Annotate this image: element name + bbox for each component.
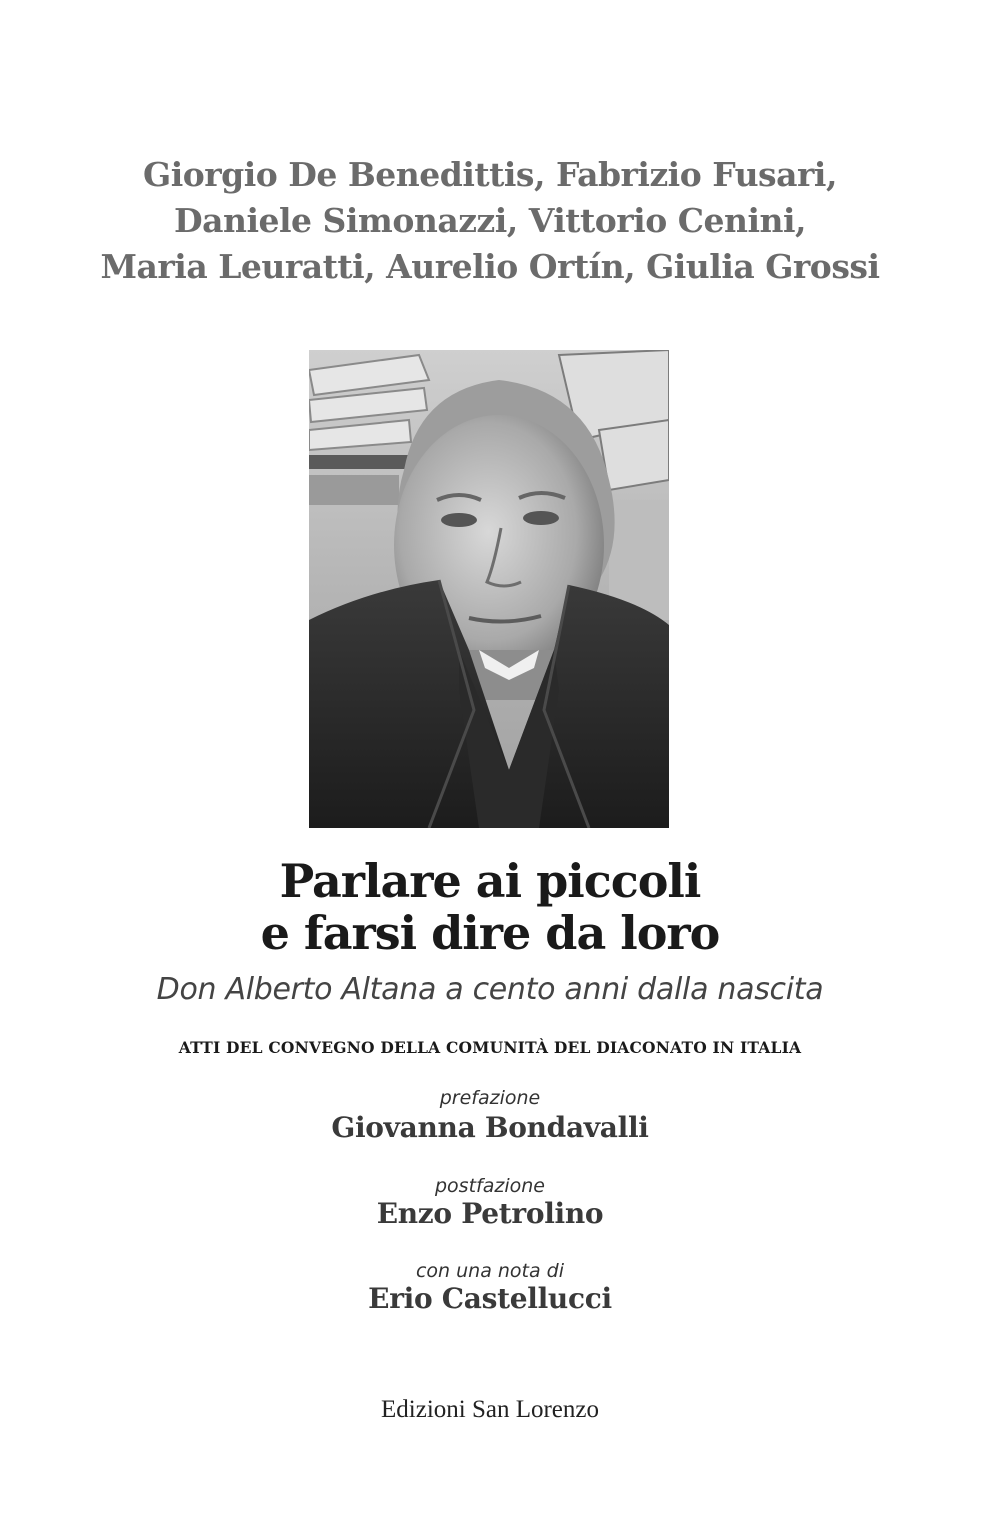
book-subtitle: Don Alberto Altana a cento anni dalla nascita xyxy=(156,972,824,1007)
proceedings-label: ATTI DEL CONVEGNO DELLA COMUNITÀ DEL DIACONATO IN ITALIA xyxy=(178,1038,802,1057)
title-line-2: e farsi dire da loro xyxy=(260,906,720,960)
preface-label: prefazione xyxy=(439,1087,541,1109)
title-line-1: Parlare ai piccoli xyxy=(279,854,701,908)
author-list xyxy=(0,152,980,290)
author-line-2: Daniele Simonazzi, Vittorio Cenini, xyxy=(174,201,806,240)
author-line-1: Giorgio De Benedittis, Fabrizio Fusari, xyxy=(143,155,837,194)
postface-label: postfazione xyxy=(435,1175,545,1197)
portrait-photo xyxy=(309,350,669,828)
postface-author: Enzo Petrolino xyxy=(376,1197,604,1230)
preface-author: Giovanna Bondavalli xyxy=(331,1111,649,1144)
note-author: Erio Castellucci xyxy=(368,1282,612,1315)
publisher-name: Edizioni San Lorenzo xyxy=(381,1396,599,1423)
book-title xyxy=(0,855,980,959)
note-label: con una nota di xyxy=(415,1260,565,1282)
author-line-3: Maria Leuratti, Aurelio Ortín, Giulia Grossi xyxy=(100,247,880,286)
